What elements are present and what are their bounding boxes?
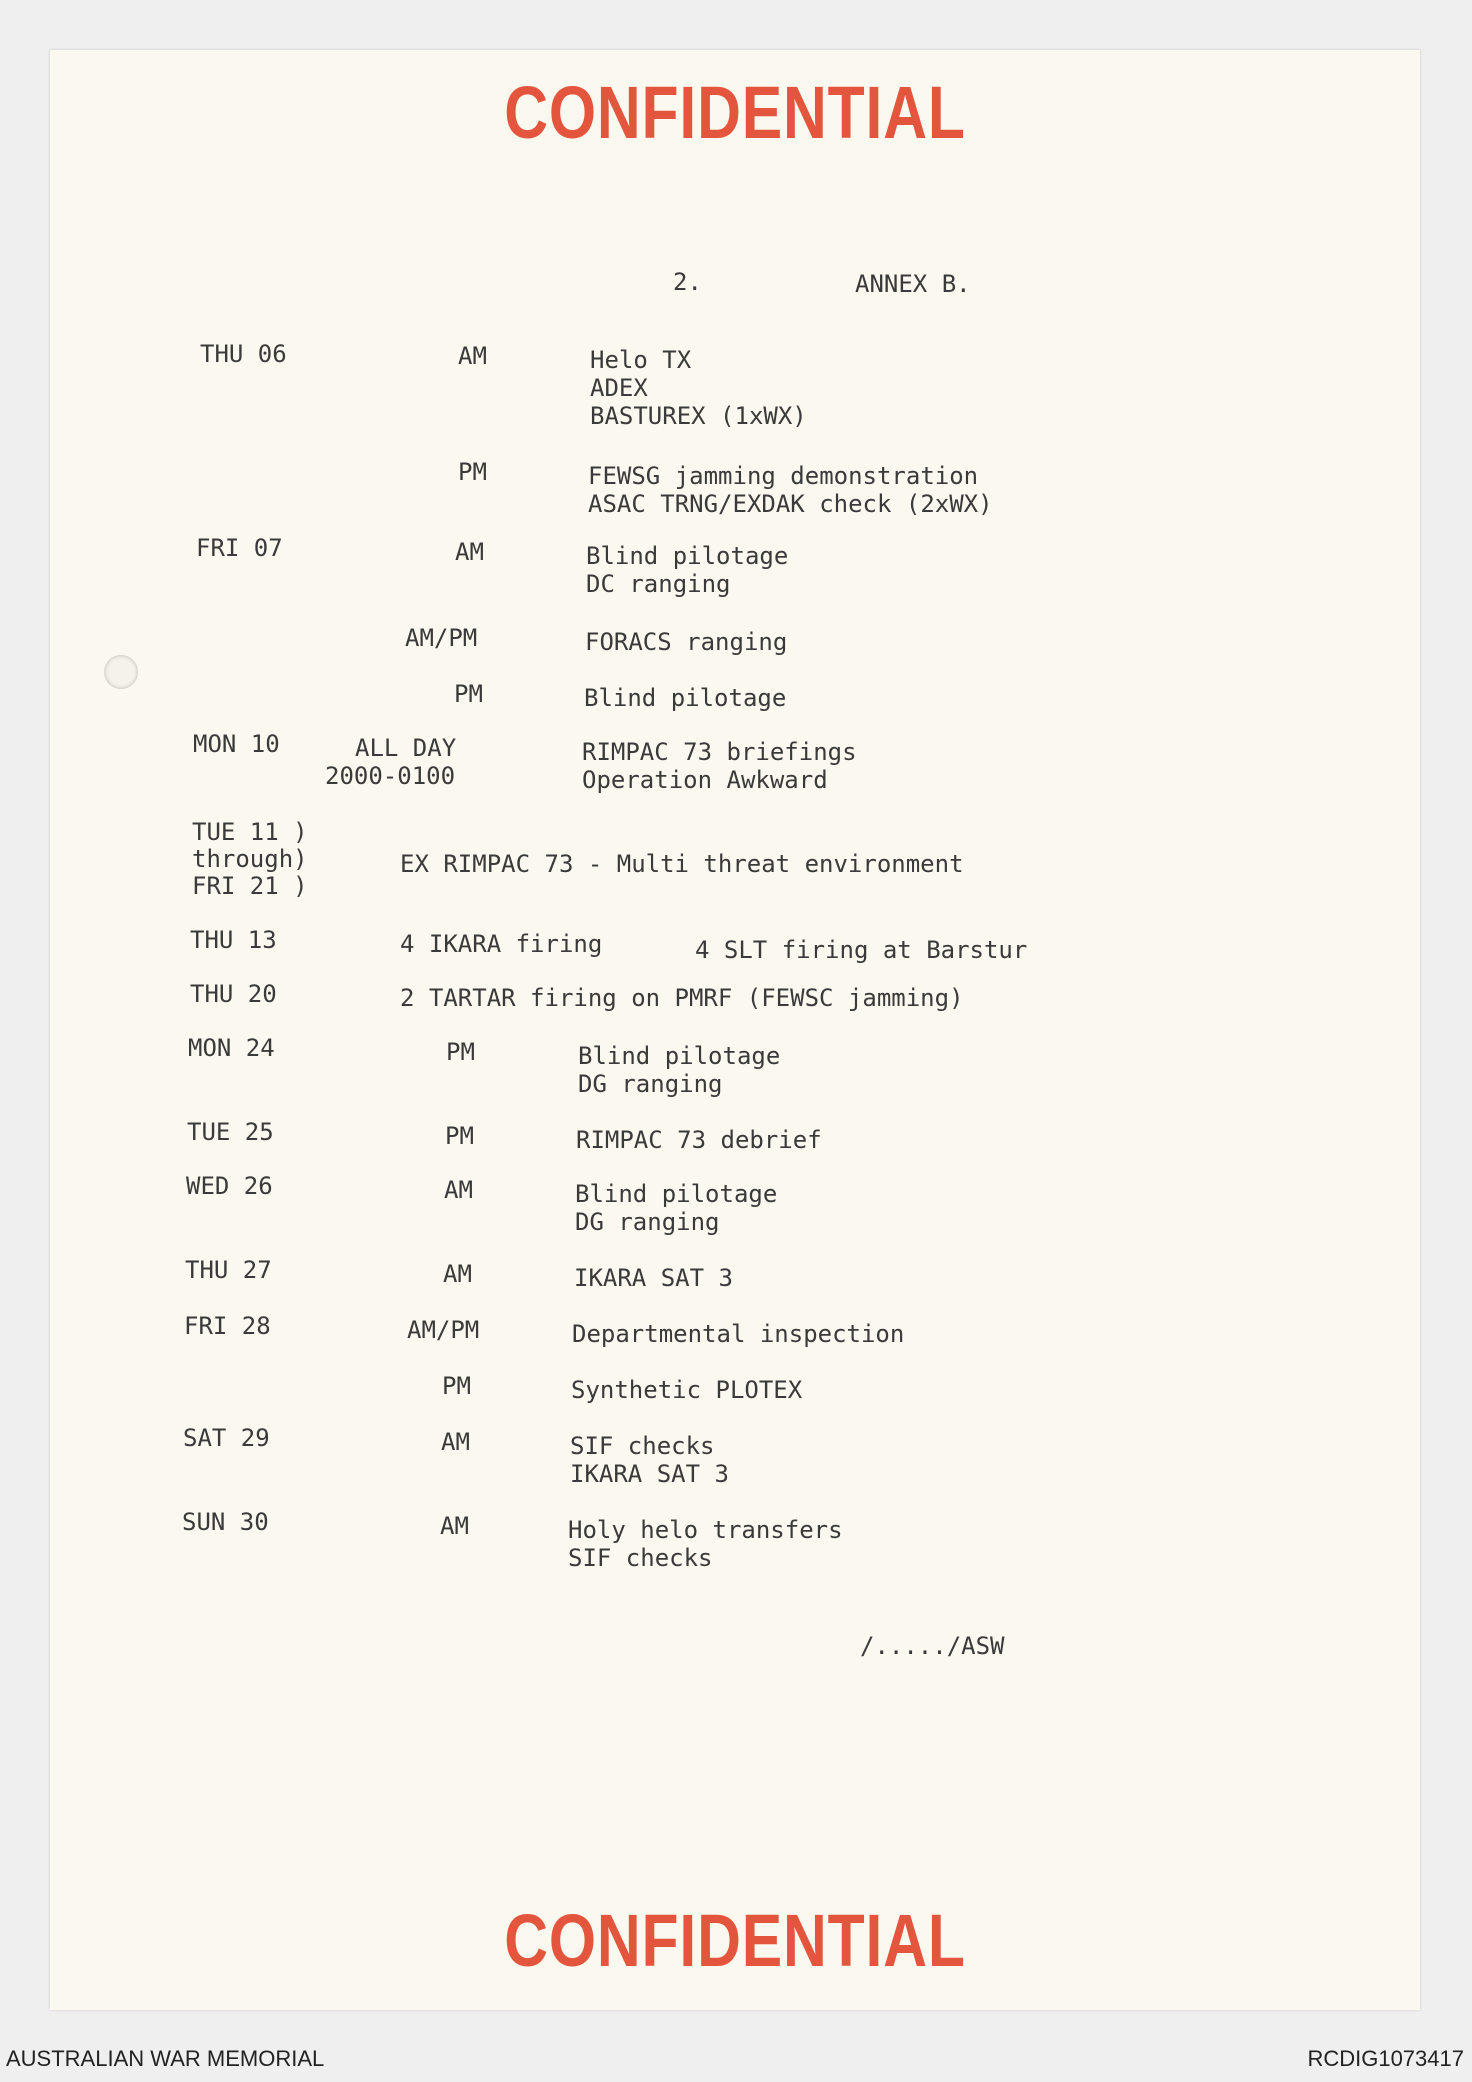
activity: DC ranging (586, 570, 731, 598)
time-am: AM (443, 1260, 472, 1288)
time-am: AM (441, 1428, 470, 1456)
day-tue-25: TUE 25 (187, 1118, 274, 1146)
activity: SIF checks (570, 1432, 715, 1460)
punch-hole (104, 655, 138, 689)
activity: ADEX (590, 374, 648, 402)
activity: Departmental inspection (572, 1320, 905, 1348)
footer-record-id: RCDIG1073417 (1307, 2046, 1464, 2071)
day-mon-24: MON 24 (188, 1034, 275, 1062)
time-pm: PM (446, 1038, 475, 1066)
page-number: 2. (673, 268, 702, 296)
day-thu-20: THU 20 (190, 980, 277, 1008)
activity: Synthetic PLOTEX (571, 1376, 803, 1404)
activity: Operation Awkward (582, 766, 828, 794)
activity: 4 SLT firing at Barstur (695, 936, 1028, 964)
day-wed-26: WED 26 (186, 1172, 273, 1200)
activity: Helo TX (590, 346, 692, 374)
time-pm: PM (442, 1372, 471, 1400)
activity: 4 IKARA firing (400, 930, 603, 958)
annex-label: ANNEX B. (855, 270, 971, 298)
day-range: through) (192, 845, 308, 873)
day-mon-10: MON 10 (193, 730, 280, 758)
day-fri-07: FRI 07 (196, 534, 283, 562)
document-page (50, 50, 1420, 2010)
activity: RIMPAC 73 debrief (576, 1126, 822, 1154)
time-am-pm: AM/PM (407, 1316, 480, 1344)
activity: Holy helo transfers (568, 1516, 843, 1544)
activity: EX RIMPAC 73 - Multi threat environment (400, 850, 964, 878)
time-am: AM (458, 342, 487, 370)
day-thu-13: THU 13 (190, 926, 277, 954)
activity: Blind pilotage (586, 542, 789, 570)
activity: Blind pilotage (578, 1042, 781, 1070)
time-all-day: ALL DAY (355, 734, 457, 762)
activity: 2 TARTAR firing on PMRF (FEWSC jamming) (400, 984, 964, 1012)
time-pm: PM (458, 458, 487, 486)
activity: SIF checks (568, 1544, 713, 1572)
activity: IKARA SAT 3 (574, 1264, 733, 1292)
time-range: 2000-0100 (325, 762, 456, 790)
activity: RIMPAC 73 briefings (582, 738, 857, 766)
confidential-stamp-bottom: CONFIDENTIAL (504, 1899, 966, 1982)
day-range: FRI 21 ) (192, 872, 308, 900)
day-sun-30: SUN 30 (182, 1508, 269, 1536)
day-fri-28: FRI 28 (184, 1312, 271, 1340)
time-am: AM (455, 538, 484, 566)
activity: FEWSG jamming demonstration (588, 462, 979, 490)
time-pm: PM (454, 680, 483, 708)
day-thu-06: THU 06 (200, 340, 287, 368)
confidential-stamp-top: CONFIDENTIAL (504, 71, 966, 154)
day-thu-27: THU 27 (185, 1256, 272, 1284)
activity: ASAC TRNG/EXDAK check (2xWX) (588, 490, 993, 518)
activity: DG ranging (578, 1070, 723, 1098)
day-range: TUE 11 ) (192, 818, 308, 846)
time-am: AM (440, 1512, 469, 1540)
time-am-pm: AM/PM (405, 624, 478, 652)
activity: DG ranging (575, 1208, 720, 1236)
activity: FORACS ranging (585, 628, 788, 656)
time-am: AM (444, 1176, 473, 1204)
continuation-marker: /...../ASW (860, 1632, 1005, 1660)
activity: Blind pilotage (575, 1180, 778, 1208)
footer-institution: AUSTRALIAN WAR MEMORIAL (6, 2046, 325, 2071)
activity: Blind pilotage (584, 684, 787, 712)
activity: IKARA SAT 3 (570, 1460, 729, 1488)
time-pm: PM (445, 1122, 474, 1150)
day-sat-29: SAT 29 (183, 1424, 270, 1452)
activity: BASTUREX (1xWX) (590, 402, 807, 430)
